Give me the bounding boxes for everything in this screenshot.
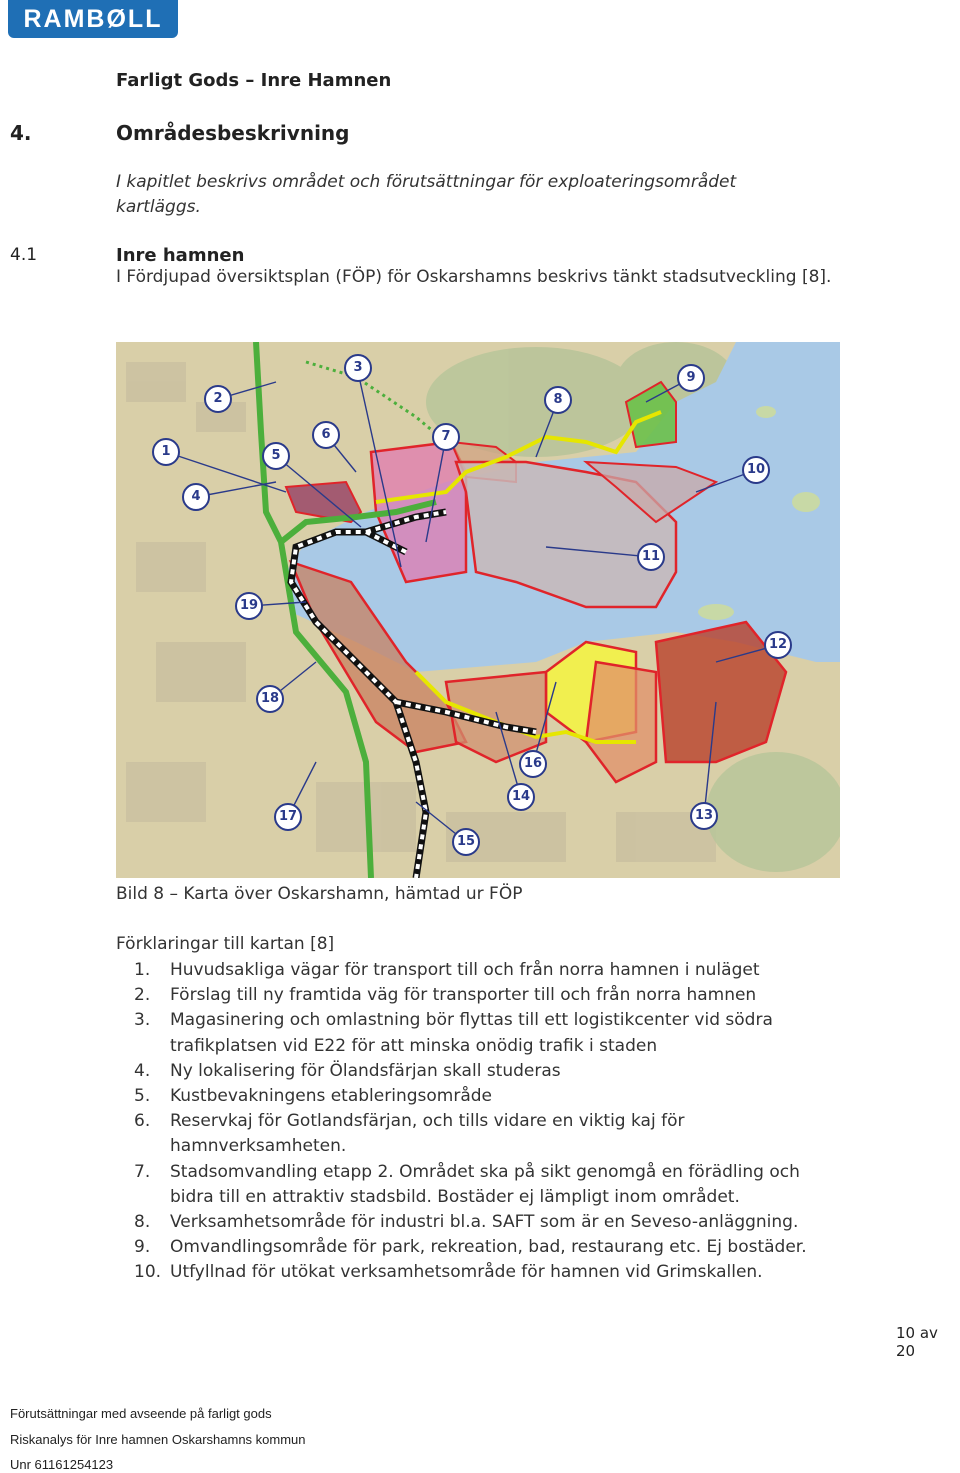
map-marker-17: 17: [274, 803, 302, 831]
map-marker-9: 9: [677, 364, 705, 392]
legend-list: [116, 958, 836, 1286]
section-number: 4.: [10, 121, 32, 145]
map-marker-3: 3: [344, 354, 372, 382]
map-marker-7: 7: [432, 423, 460, 451]
legend-item-number: 2.: [134, 985, 151, 1006]
legend-item: [116, 1109, 836, 1159]
legend-item: [116, 958, 836, 983]
map-marker-8: 8: [544, 386, 572, 414]
map-marker-10: 10: [742, 456, 770, 484]
legend-item-number: 9.: [134, 1237, 151, 1258]
legend-item-number: 3.: [134, 1010, 151, 1031]
subsection-number: 4.1: [10, 245, 38, 265]
map-marker-14: 14: [507, 783, 535, 811]
figure-caption: Bild 8 – Karta över Oskarshamn, hämtad ur FÖP: [116, 884, 523, 904]
section-title: Områdesbeskrivning: [116, 121, 350, 145]
legend-item: [116, 1210, 836, 1235]
legend-item-number: 7.: [134, 1161, 151, 1182]
legend-item: [116, 1059, 836, 1084]
footer-line-1: Förutsättningar med avseende på farligt gods: [10, 1406, 272, 1421]
section-intro: I kapitlet beskrivs området och förutsättningar för exploateringsområdet kartläggs.: [116, 172, 737, 217]
legend-item-number: 1.: [134, 960, 151, 980]
map-marker-19: 19: [235, 592, 263, 620]
legend-item: [116, 1235, 836, 1260]
map-marker-5: 5: [262, 442, 290, 470]
legend-item: [116, 1084, 836, 1109]
subsection-title: Inre hamnen: [116, 245, 245, 266]
legend-item-text: Verksamhetsområde för industri bl.a. SAFT som är en Seveso-anläggning.: [170, 1212, 799, 1233]
map-marker-1: 1: [152, 438, 180, 466]
footer-line-3: Unr 61161254123: [10, 1457, 114, 1472]
legend-item-number: 8.: [134, 1212, 151, 1233]
map-marker-13: 13: [690, 802, 718, 830]
legend-item-text: Omvandlingsområde för park, rekreation, bad, restaurang etc. Ej bostäder.: [170, 1237, 807, 1258]
ramboll-logo: RAMBØLL: [8, 0, 178, 38]
legend-item-text: Reservkaj för Gotlandsfärjan, och tills vidare en viktig kaj för hamnverksamheten.: [170, 1111, 685, 1157]
legend-item: [116, 1008, 836, 1058]
legend-item-text: Kustbevakningens etableringsområde: [170, 1086, 492, 1107]
legend-item-text: Magasinering och omlastning bör flyttas till ett logistikcenter vid södra trafikplatsen vid E22 för att minska onödig trafik i staden: [170, 1010, 773, 1056]
legend-item: [116, 1260, 836, 1285]
legend-item-number: 6.: [134, 1111, 151, 1132]
legend-item-text: Förslag till ny framtida väg för transporter till och från norra hamnen: [170, 985, 757, 1006]
legend-item: [116, 1160, 836, 1210]
legend-item-number: 10.: [134, 1262, 162, 1283]
legend-item-number: 5.: [134, 1086, 151, 1107]
map-marker-6: 6: [312, 421, 340, 449]
legend-title: Förklaringar till kartan [8]: [116, 934, 335, 954]
page-number: 10 av 20: [896, 1324, 938, 1360]
footer-line-2: Riskanalys för Inre hamnen Oskarshamns kommun: [10, 1432, 306, 1447]
map-marker-11: 11: [637, 543, 665, 571]
map-marker-15: 15: [452, 828, 480, 856]
subsection-text: I Fördjupad översiktsplan (FÖP) för Oskarshamns beskrivs tänkt stadsutveckling [8].: [116, 267, 832, 287]
legend-item-text: Stadsomvandling etapp 2. Området ska på sikt genomgå en förädling och bidra till en attraktiv stadsbild. Bostäder ej lämpligt inom området.: [170, 1161, 800, 1207]
legend-item-text: Huvudsakliga vägar för transport till och från norra hamnen i nuläget: [170, 960, 760, 980]
map-marker-18: 18: [256, 685, 284, 713]
legend-item: [116, 983, 836, 1008]
legend-item-text: Ny lokalisering för Ölandsfärjan skall studeras: [170, 1060, 561, 1081]
legend-item-number: 4.: [134, 1060, 151, 1081]
map-marker-4: 4: [182, 483, 210, 511]
oskarshamn-map: [116, 342, 840, 878]
map-marker-2: 2: [204, 385, 232, 413]
document-title: Farligt Gods – Inre Hamnen: [116, 70, 392, 91]
map-marker-12: 12: [764, 631, 792, 659]
map-marker-16: 16: [519, 750, 547, 778]
legend-item-text: Utfyllnad för utökat verksamhetsområde för hamnen vid Grimskallen.: [170, 1262, 763, 1283]
